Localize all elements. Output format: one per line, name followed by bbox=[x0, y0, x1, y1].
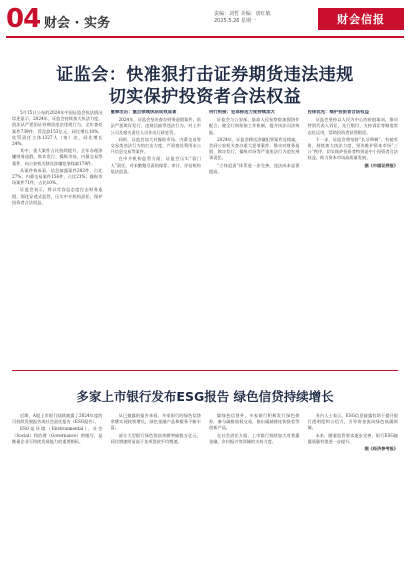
paragraph: 同时，证监会加大对操纵市场、内幕交易等交易类违法行为的打击力度，严肃查处利用未公开信息交易等案件。 bbox=[110, 136, 201, 155]
article1-column-1 bbox=[12, 110, 103, 363]
paragraph: 2024年，证监会移送涉嫌犯罪案件及线索，会同公安机关查办重大犯罪案件，推动对财务造假、欺诈发行、操纵市场等严重违法行为追究刑事责任。 bbox=[209, 136, 300, 161]
newspaper-logo: 财会信报 bbox=[318, 8, 404, 30]
paragraph: 从已披露的报告来看，多家银行的绿色信贷余额实现较快增长，绿色金融产品和服务不断丰富。 bbox=[110, 413, 201, 431]
article1-column-2 bbox=[111, 110, 202, 363]
article1-column-4 bbox=[308, 110, 399, 363]
paragraph: 从案件构成看，信息披露案件202件，占比27%；内幕交易案件156件，占比21%；操纵市场案件71件，占比10%。 bbox=[12, 167, 103, 186]
source-credit: 据《经济参考报》 bbox=[364, 446, 398, 452]
article1-body bbox=[12, 110, 398, 363]
page-header bbox=[0, 0, 410, 40]
paragraph: 下一步，证监会将坚持“长牙带刺”、有棱有角，持续加大执法力度，坚决维护资本市场“三公”秩序，切实保护投资者特别是中小投资者合法权益，助力资本市场高质量发展。 bbox=[307, 136, 398, 161]
paragraph: 证监会表示，将以零容忍态度打击财务造假，强化穿透式监管，压实中介机构责任，保护投资者合法权益。 bbox=[12, 187, 103, 205]
paragraph: 业内人士表示，ESG信息披露有助于提升银行透明度和公信力，引导资金流向绿色低碳领域。 bbox=[307, 413, 398, 431]
paragraph: 2024年，证监会坚决查办财务造假案件，依法严惩欺诈发行、违规信披等违法行为，对上市公司及相关责任人员作出行政处罚。 bbox=[110, 117, 201, 135]
subheading: 重拳出击：重点领域执法成效显著 bbox=[110, 110, 177, 115]
subheading: 刑行衔接：犯罪移送力度持续加大 bbox=[209, 110, 275, 115]
source-credit: 据《中国证券报》 bbox=[364, 162, 398, 168]
headline-2: 多家上市银行发布ESG报告 绿色信贷持续增长 bbox=[76, 389, 334, 404]
paragraph: 除绿色信贷外，多家银行积极发行绿色债券，参与碳排放权交易，推出碳减排挂钩贷款等创新产品。 bbox=[209, 413, 300, 431]
subheading: 投保优先：维护投资者合法权益 bbox=[307, 110, 369, 115]
paragraph: ESG是环境（Environmental）、社会（Social）和治理（Governance）的缩写，是衡量企业可持续发展能力的重要指标。 bbox=[12, 426, 103, 444]
paragraph: 在中介机构监管方面，证监会压实“看门人”责任，对未勤勉尽责的保荐、审计、评估机构依法追责。 bbox=[110, 156, 201, 174]
paragraph: “立体追责”体系进一步完善，违法成本显著提高。 bbox=[209, 162, 300, 174]
article2-column-4 bbox=[308, 413, 399, 565]
editor-credits bbox=[214, 11, 271, 25]
paragraph: 证监会坚持以人民为中心的价值取向，推动特别代表人诉讼、先行赔付、支持诉讼等制度常态化运用，帮助投资者获得赔偿。 bbox=[307, 117, 398, 135]
paragraph: 未来，随着监管要求逐步完善，银行ESG披露质量有望进一步提升。 bbox=[307, 432, 398, 444]
header-rule bbox=[6, 36, 404, 38]
article2-column-2 bbox=[111, 413, 202, 565]
article2-body bbox=[12, 413, 398, 565]
paragraph: 其中，重大案件占比持续提升，全年办理涉嫌财务造假、欺诈发行、操纵市场、内幕交易等案件，向公安机关移送涉嫌犯罪线索178件。 bbox=[12, 148, 103, 166]
article2-column-1 bbox=[12, 413, 103, 565]
paragraph: 部分大型银行绿色贷款余额突破数万亿元，同比增速明显高于各项贷款平均增速。 bbox=[110, 432, 201, 444]
paragraph: 近期，A股上市银行陆续披露了2024年度的可持续发展报告或社会责任报告（ESG报告）。 bbox=[12, 413, 103, 425]
paragraph: 5月15日公布的2024年中国证监会执法情况综述显示，2024年，证监会持续加大执法力度，依法从严惩治证券期货违法违规行为，全年查处案件739件，罚没款153亿元，同比增长10%，处罚责任主体1327人（家）次，同比增长24%。 bbox=[12, 110, 103, 147]
article2-column-3 bbox=[209, 413, 300, 565]
paragraph: 证监会与公安部、最高人民检察院加强协作配合，健全行刑衔接工作机制，提升执法司法效能。 bbox=[209, 117, 300, 135]
editor-line: 责编：刘哲 美编：唐红敏 bbox=[214, 11, 271, 17]
section-title: 财会 · 实务 bbox=[44, 16, 110, 31]
section-divider bbox=[12, 370, 398, 371]
page-number: 04 bbox=[6, 4, 41, 34]
paragraph: 在社会责任方面，上市银行持续加大对普惠金融、乡村振兴等领域的支持力度。 bbox=[209, 432, 300, 444]
headline-line-2: 切实保护投资者合法权益 bbox=[108, 87, 302, 107]
article1-column-3 bbox=[209, 110, 300, 363]
headline-line-1: 证监会：快准狠打击证券期货违法违规 bbox=[56, 65, 354, 85]
date-line: 2025.5.26 星期一 bbox=[214, 18, 257, 24]
